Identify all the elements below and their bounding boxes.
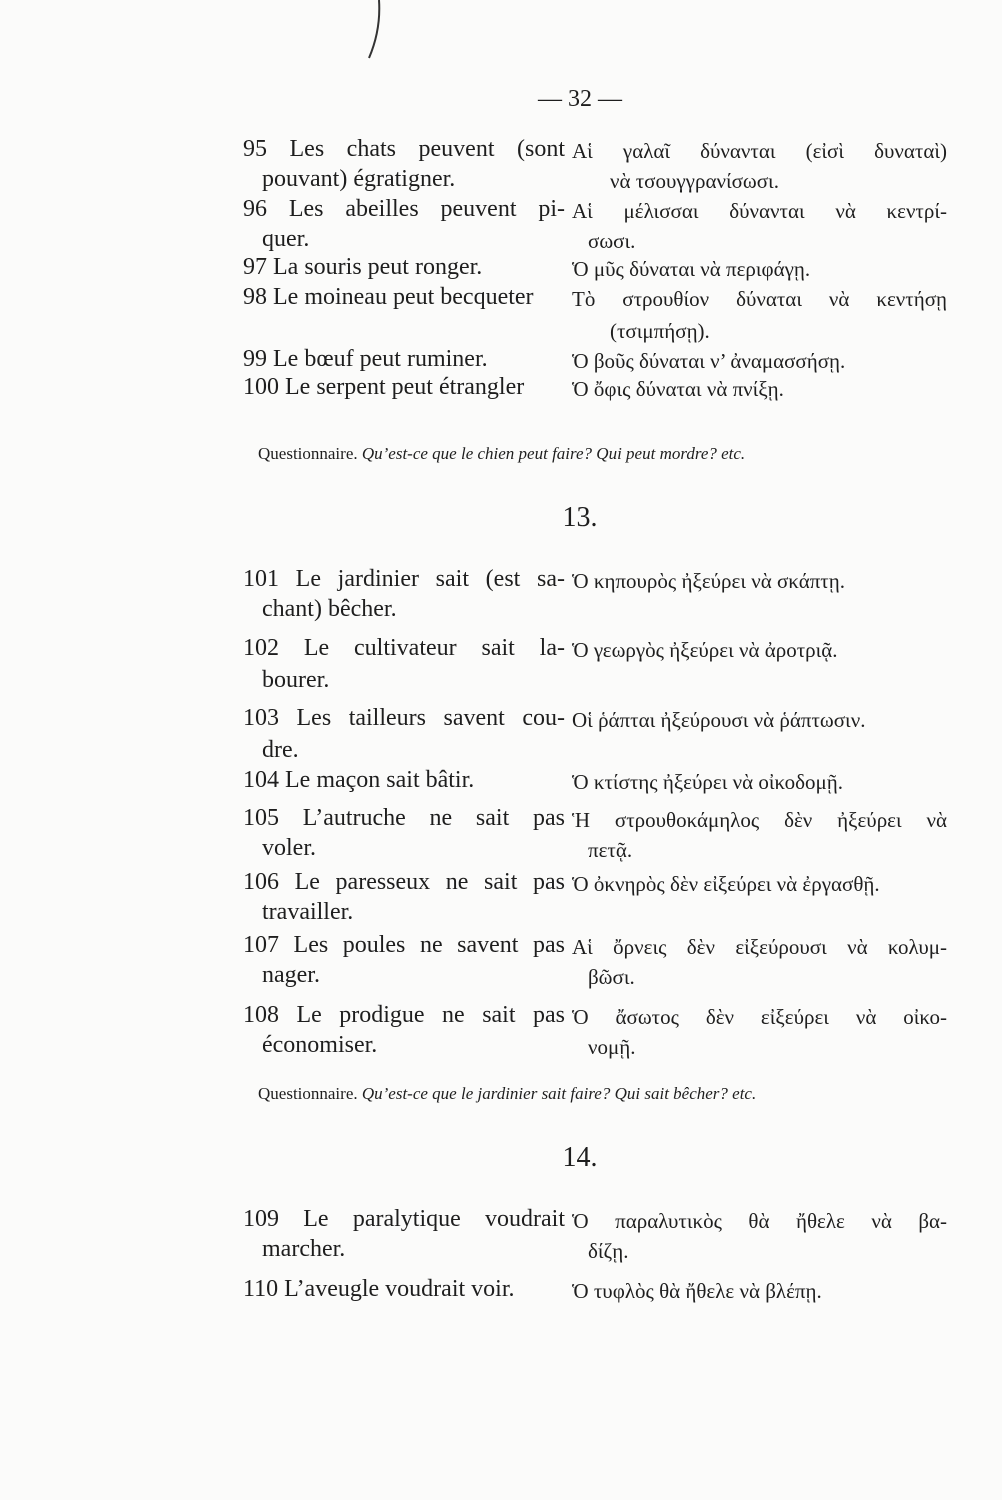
french-line: 106 Le paresseux ne sait pas	[243, 869, 565, 895]
questionnaire	[258, 1084, 756, 1104]
ink-mark	[365, 0, 385, 60]
section-heading: 14.	[562, 1142, 598, 1173]
greek-line: Ὁ ἄσωτος δὲν εἰξεύρει νὰ οἰκο-	[572, 1005, 947, 1029]
greek-line: Οἱ ῥάπται ἠξεύρουσι νὰ ῥάπτωσιν.	[572, 708, 866, 732]
french-line: quer.	[262, 226, 310, 252]
french-line: 104 Le maçon sait bâtir.	[243, 767, 475, 793]
french-line: 95 Les chats peuvent (sont	[243, 136, 565, 162]
french-line: 109 Le paralytique voudrait	[243, 1206, 565, 1232]
greek-line: βῶσι.	[588, 965, 635, 989]
french-line: économiser.	[262, 1032, 378, 1058]
greek-line: νὰ τσουγγρανίσωσι.	[610, 169, 779, 193]
french-line: dre.	[262, 737, 299, 763]
french-line: 100 Le serpent peut étrangler	[243, 374, 525, 400]
greek-line: Αἱ μέλισσαι δύνανται νὰ κεντρί-	[572, 199, 947, 223]
french-line: marcher.	[262, 1236, 346, 1262]
questionnaire-label: Questionnaire.	[258, 1084, 358, 1103]
greek-line: Ὁ κηπουρὸς ἠξεύρει νὰ σκάπτῃ.	[572, 569, 845, 593]
greek-line: Ὁ βοῦς δύναται ν’ ἀναμασσήσῃ.	[572, 349, 846, 373]
greek-line: Αἱ ὄρνεις δὲν εἰξεύρουσι νὰ κολυμ-	[572, 935, 947, 959]
french-line: 105 L’autruche ne sait pas	[243, 805, 565, 831]
page-number: — 32 —	[538, 86, 622, 112]
greek-line: δίζῃ.	[588, 1239, 629, 1263]
greek-line: Ὁ παραλυτικὸς θὰ ἤθελε νὰ βα-	[572, 1209, 947, 1233]
french-line: 103 Les tailleurs savent cou-	[243, 705, 565, 731]
greek-line: πετᾷ.	[588, 838, 633, 862]
greek-line: Αἱ γαλαῖ δύνανται (εἰσὶ δυναταὶ)	[572, 139, 947, 163]
french-line: 96 Les abeilles peuvent pi-	[243, 196, 565, 222]
greek-line: σωσι.	[588, 229, 636, 253]
greek-line: Ὁ ὀκνηρὸς δὲν εἰξεύρει νὰ ἐργασθῇ.	[572, 872, 880, 896]
questionnaire-text: Qu’est-ce que le jardinier sait faire? Qui sait bêcher? etc.	[361, 1084, 757, 1103]
french-line: 99 Le bœuf peut ruminer.	[243, 346, 488, 372]
questionnaire-label: Questionnaire.	[258, 444, 358, 463]
questionnaire-text: Qu’est-ce que le chien peut faire? Qui peut mordre? etc.	[361, 444, 746, 463]
greek-line: Ὁ κτίστης ἠξεύρει νὰ οἰκοδομῇ.	[572, 770, 844, 794]
greek-line: (τσιμπήσῃ).	[610, 319, 710, 343]
french-line: 101 Le jardinier sait (est sa-	[243, 566, 565, 592]
greek-line: Ὁ μῦς δύναται νὰ περιφάγῃ.	[572, 257, 811, 281]
french-line: nager.	[262, 962, 320, 988]
greek-line: νομῇ.	[588, 1035, 636, 1059]
french-line: 97 La souris peut ronger.	[243, 254, 483, 280]
greek-line: Ὁ ὄφις δύναται νὰ πνίξῃ.	[572, 377, 784, 401]
greek-line: Ὁ γεωργὸς ἠξεύρει νὰ ἀροτριᾷ.	[572, 638, 838, 662]
french-line: 102 Le cultivateur sait la-	[243, 635, 565, 661]
french-line: 110 L’aveugle voudrait voir.	[243, 1276, 515, 1302]
greek-line: Ἡ στρουθοκάμηλος δὲν ἠξεύρει νὰ	[572, 808, 947, 832]
questionnaire	[258, 444, 745, 464]
greek-line: Ὁ τυφλὸς θὰ ἤθελε νὰ βλέπῃ.	[572, 1279, 822, 1303]
greek-line: Τὸ στρουθίον δύναται νὰ κεντήσῃ	[572, 287, 947, 311]
french-line: 107 Les poules ne savent pas	[243, 932, 565, 958]
french-line: 98 Le moineau peut becqueter	[243, 284, 534, 310]
french-line: travailler.	[262, 899, 354, 925]
section-heading: 13.	[562, 502, 598, 533]
french-line: chant) bêcher.	[262, 596, 397, 622]
french-line: bourer.	[262, 667, 330, 693]
french-line: 108 Le prodigue ne sait pas	[243, 1002, 565, 1028]
french-line: pouvant) égratigner.	[262, 166, 456, 192]
french-line: voler.	[262, 835, 316, 861]
